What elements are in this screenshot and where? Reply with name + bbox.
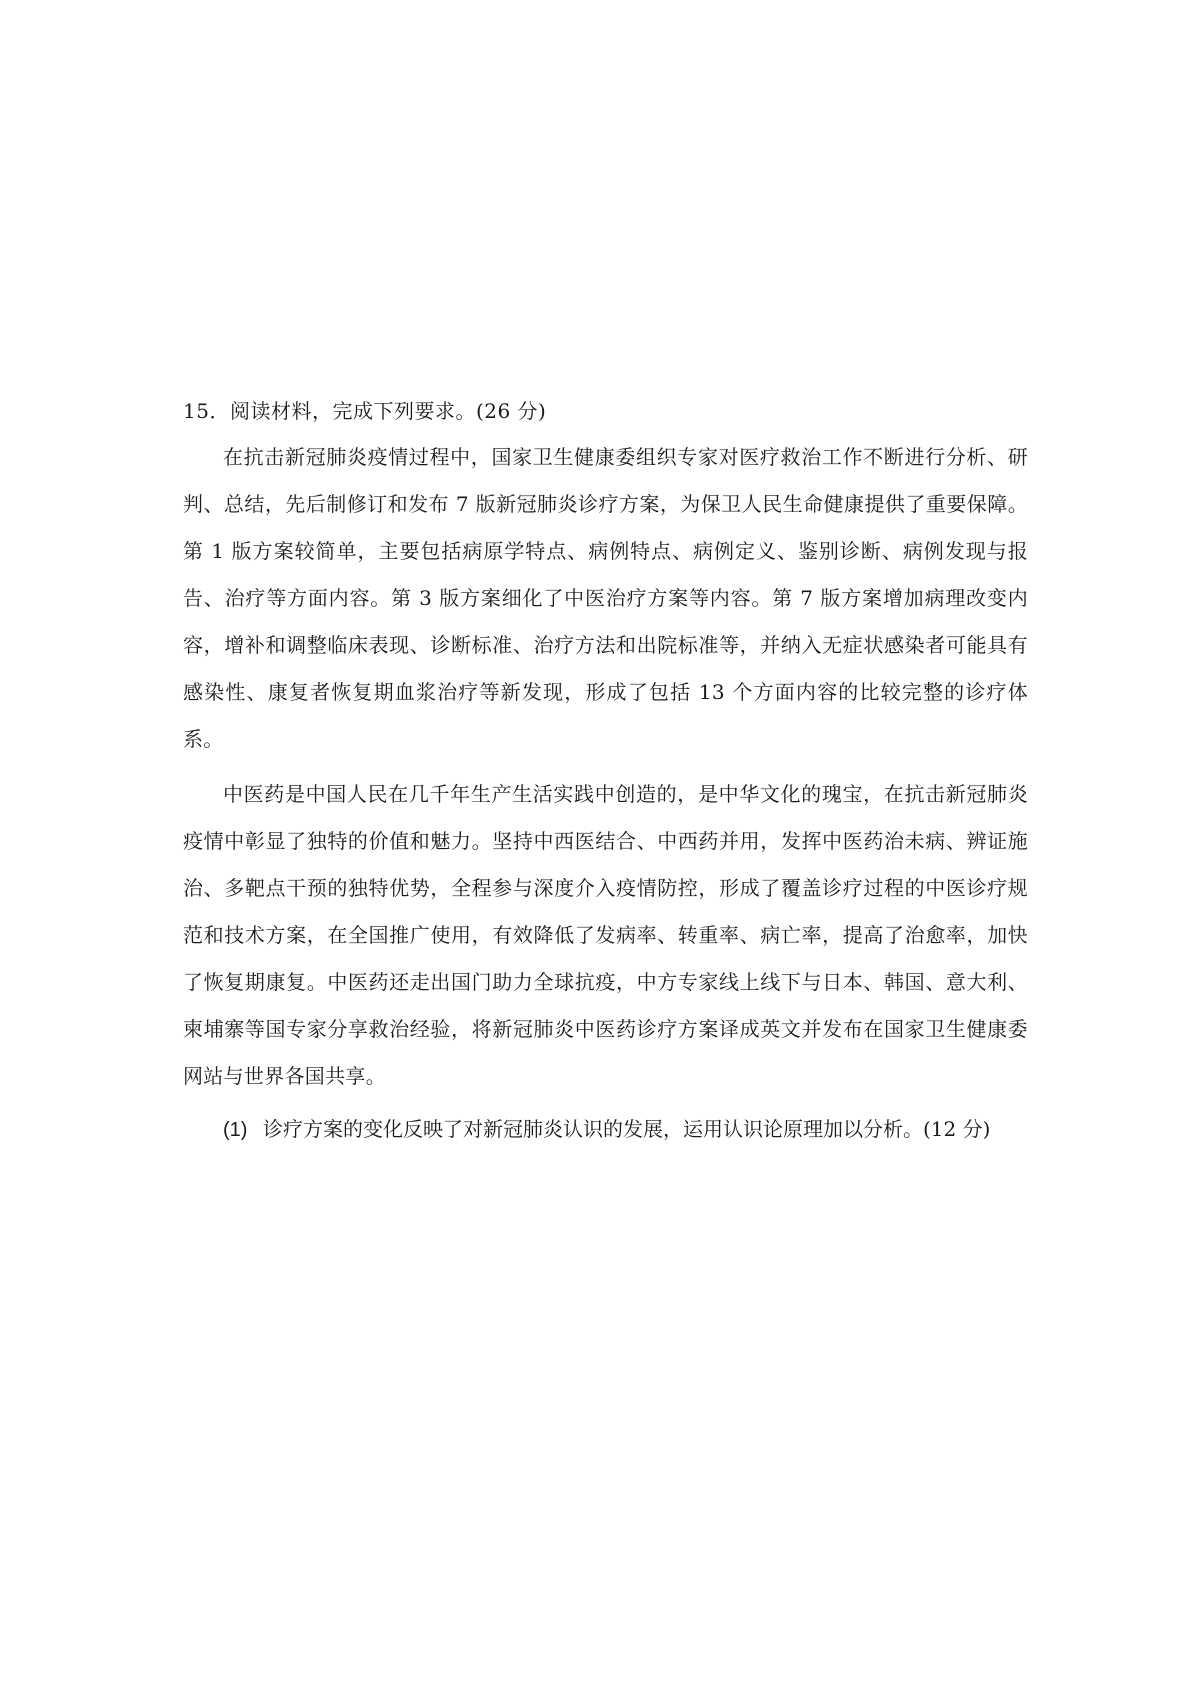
question-title: 15．阅读材料，完成下列要求。(26 分) (183, 399, 547, 423)
sub-question-1 (183, 1106, 1028, 1153)
sub-question-number: (1) (223, 1119, 248, 1141)
material-paragraph-2: 中医药是中国人民在几千年生产生活实践中创造的，是中华文化的瑰宝，在抗击新冠肺炎疫情中彰显了独特的价值和魅力。坚持中西医结合、中西药并用，发挥中医药治未病、辨证施治、多靶点干预的独特优势，全程参与深度介入疫情防控，形成了覆盖诊疗过程的中医诊疗规范和技术方案，在全国推广使用，有效降低了发病率、转重率、病亡率，提高了治愈率，加快了恢复期康复。中医药还走出国门助力全球抗疫，中方专家线上线下与日本、韩国、意大利、柬埔寨等国专家分享救治经验，将新冠肺炎中医药诊疗方案译成英文并发布在国家卫生健康委网站与世界各国共享。 (183, 782, 1028, 1088)
question-block (183, 388, 1028, 1153)
material-paragraph-1: 在抗击新冠肺炎疫情过程中，国家卫生健康委组织专家对医疗救治工作不断进行分析、研判、总结，先后制修订和发布 7 版新冠肺炎诊疗方案，为保卫人民生命健康提供了重要保障。第 1 版方案较简单，主要包括病原学特点、病例特点、病例定义、鉴别诊断、病例发现与报告、治疗等方面内容。第 3 版方案细化了中医治疗方案等内容。第 7 版方案增加病理改变内容，增补和调整临床表现、诊断标准、治疗方法和出院标准等，并纳入无症状感染者可能具有感染性、康复者恢复期血浆治疗等新发现，形成了包括 13 个方面内容的比较完整的诊疗体系。 (183, 445, 1028, 751)
sub-question-text: 诊疗方案的变化反映了对新冠肺炎认识的发展，运用认识论原理加以分析。(12 分) (263, 1117, 991, 1141)
